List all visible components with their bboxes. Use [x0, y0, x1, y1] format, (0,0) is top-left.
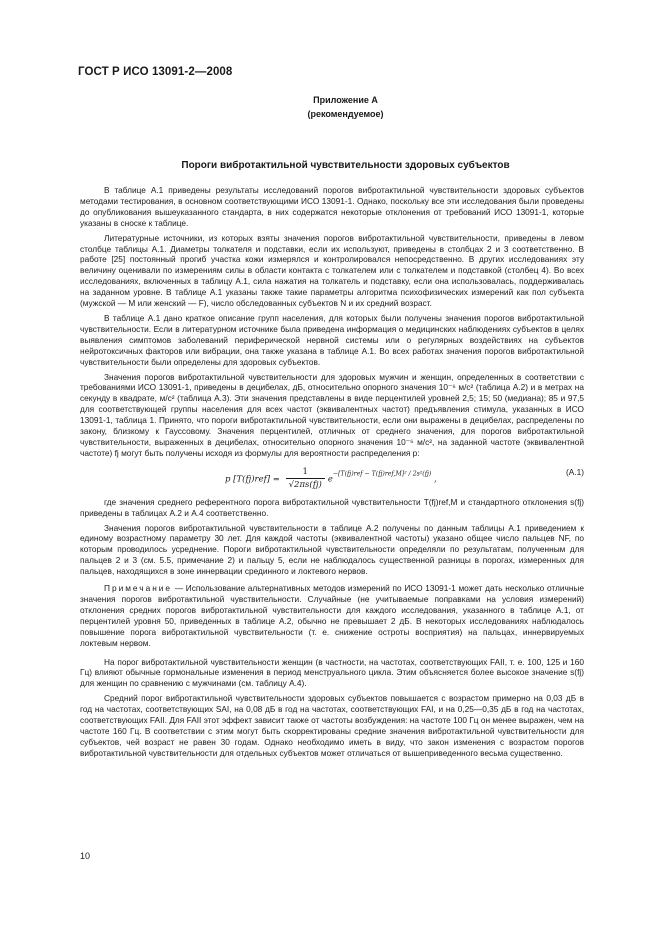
appendix-note: (рекомендуемое): [307, 109, 384, 119]
formula-exponent: −[T(fj)ref − T(fj)ref,M]² / 2s²(fj): [332, 470, 432, 478]
paragraph-8: Средний порог вибротактильной чувствительности здоровых субъектов повышается с возрастом примерно на 0,03 дБ в год на частотах, соответствующих SAI, на 0,08 дБ в год на частотах, соответствующих FAI, и на 0,25—0,35 дБ в год на частотах, соответствующих FAII. Для FAII этот эффект зависит также от частоты возбуждения: на частоте 100 Гц он менее выражен, чем на частоте 160 Гц. В соответствии с этим могут быть скорректированы средние значения вибротактильной чувствительности для субъектов, чей возраст не равен 30 годам. Однако необходимо иметь в виду, что закон изменения с возрастом порогов вибротактильной чувствительности для отдельных субъектов может отличаться от вышеприведенного весьма существенно.: [80, 693, 584, 758]
paragraph-7: На порог вибротактильной чувствительности женщин (в частности, на частотах, соответствующих FAII, т. е. 100, 125 и 160 Гц) влияют обычные гормональные изменения в период менструального цикла. Этим объясняется более высокое значение s(fj) для женщин по сравнению с мужчинами (см. таблицу А.4).: [80, 656, 584, 689]
formula-trail: ,: [434, 474, 437, 485]
formula-numerator: 1: [286, 467, 325, 479]
formula-denominator: √2πs(fj): [288, 479, 322, 490]
paragraph-3: В таблице А.1 дано краткое описание групп населения, для которых были получены значения порогов вибротактильной чувствительности. Если в литературном источнике была приведена информация о медицинских наблюдениях субъектов в целях выявления симптомов заболеваний периферической нервной системы или о регулярных воздействиях на субъектов нейротоксичных факторов или вибрации, она также указана в таблице А.1. Во всех работах значения порогов вибротактильной чувствительности были определены для здоровых субъектов.: [80, 312, 584, 367]
appendix-label: Приложение А: [313, 95, 378, 105]
formula-fraction: [286, 467, 325, 491]
appendix-heading: [0, 93, 661, 121]
formula-number: (A.1): [566, 466, 584, 477]
section-title: Пороги вибротактильной чувствительности здоровых субъектов: [181, 160, 510, 171]
note-text: — Использование альтернативных методов измерений по ИСО 13091-1 может дать несколько отличные значения порогов вибротактильной чувствительности. Случайные (не учитываемые поправками на условия измерений) отклонения средних порогов вибротактильной чувствительности для каждого исследования, указанного в таблице А.1, от перцентилей уровня 50, приведенных в таблице А.2, обычно не превышает 2 дБ. В некоторых исследованиях наблюдалось повышение порога вибротактильной чувствительности (т. е. снижение остроты восприятия) на пальцах, иннервируемых локтевым нервом.: [80, 583, 584, 648]
formula-a1: [80, 461, 584, 497]
formula-lhs: p [T(fj)ref] =: [225, 474, 280, 485]
body-text: [80, 185, 584, 759]
note-paragraph: [80, 583, 584, 648]
paragraph-2: Литературные источники, из которых взяты значения порогов вибротактильной чувствительности, приведены в левом столбце таблицы А.1. Диаметры толкателя и подставки, если их используют, приведены в столбцах 2 и 3 соответственно. В работе [25] постоянный прогиб участка кожи измерялся и контролировался непосредственно. В других исследованиях эту величину оценивали по измерениям силы в области контакта с толкателем или с толкателем и подставкой (столбец 4). Во всех исследованиях, включенных в таблицу А.1, сила нажатия на толкатель и подставку, если она использовалась, поддерживалась на заданном уровне. В таблице А.1 указаны также такие параметры алгоритма психофизических измерений как пол субъекта (мужской — М или женский — F), число обследованных субъектов N и их средний возраст.: [80, 232, 584, 309]
paragraph-1: В таблице А.1 приведены результаты исследований порогов вибротактильной чувствительности здоровых субъектов методами тестирования, в основном соответствующими ИСО 13091-1. Однако, поскольку все эти исследования были проведены до опубликования вышеуказанного стандарта, в них содержатся некоторые отклонения от требований ИСО 13091-1, которые указаны в сноске к таблице.: [80, 185, 584, 228]
formula-expression: [225, 467, 437, 491]
standard-header: ГОСТ Р ИСО 13091-2—2008: [78, 66, 233, 78]
page-number: 10: [80, 851, 91, 861]
paragraph-4: Значения порогов вибротактильной чувствительности для здоровых мужчин и женщин, определенных в соответствии с требованиями ИСО 13091-1, приведены в децибелах, дБ, относительно опорного значения 10⁻⁶ м/с² (таблица А.2) и в метрах на секунду в квадрате, м/с² (таблица А.3). Эти значения представлены в виде перцентилей уровней 2,5; 15; 50 (медиана); 85 и 97,5 для соответствующей группы населения для всех частот (эквивалентных частот) предъявления стимула, указанных в ИСО 13091-1, таблица 1. Принято, что пороги вибротактильной чувствительности, если они выражены в децибелах, распределены по закону, близкому к Гауссовому. Значения перцентилей, отличных от среднего значения, для порогов вибротактильной чувствительности, выраженных в децибелах, относительно опорного значения 10⁻⁶ м/с², на заданной частоте (эквивалентной частоте) fj могут быть получены исходя из формулы для вероятности распределения p:: [80, 371, 584, 458]
formula-base: e: [327, 474, 333, 485]
paragraph-6: Значения порогов вибротактильной чувствительности в таблице А.2 получены по данным таблицы А.1 приведением к единому возрастному параметру 30 лет. Для каждой частоты (эквивалентной частоты) указано общее число пальцев NF, по которым проводилось усреднение. Пороги вибротактильной чувствительности определяли по результатам, полученным для пальцев 2 и 3 (см. 5.5, примечание 2) и пальцу 5, если не наблюдалось существенной разницы в порогах, измеренных для пальцев, находящихся в зоне иннервации срединного и локтевого нервов.: [80, 522, 584, 577]
paragraph-5: где значения среднего референтного порога вибротактильной чувствительности T(fj)ref,M и стандартного отклонения s(fj) приведены в таблицах А.2 и А.4 соответственно.: [80, 496, 584, 518]
note-label: Примечание: [104, 583, 173, 594]
